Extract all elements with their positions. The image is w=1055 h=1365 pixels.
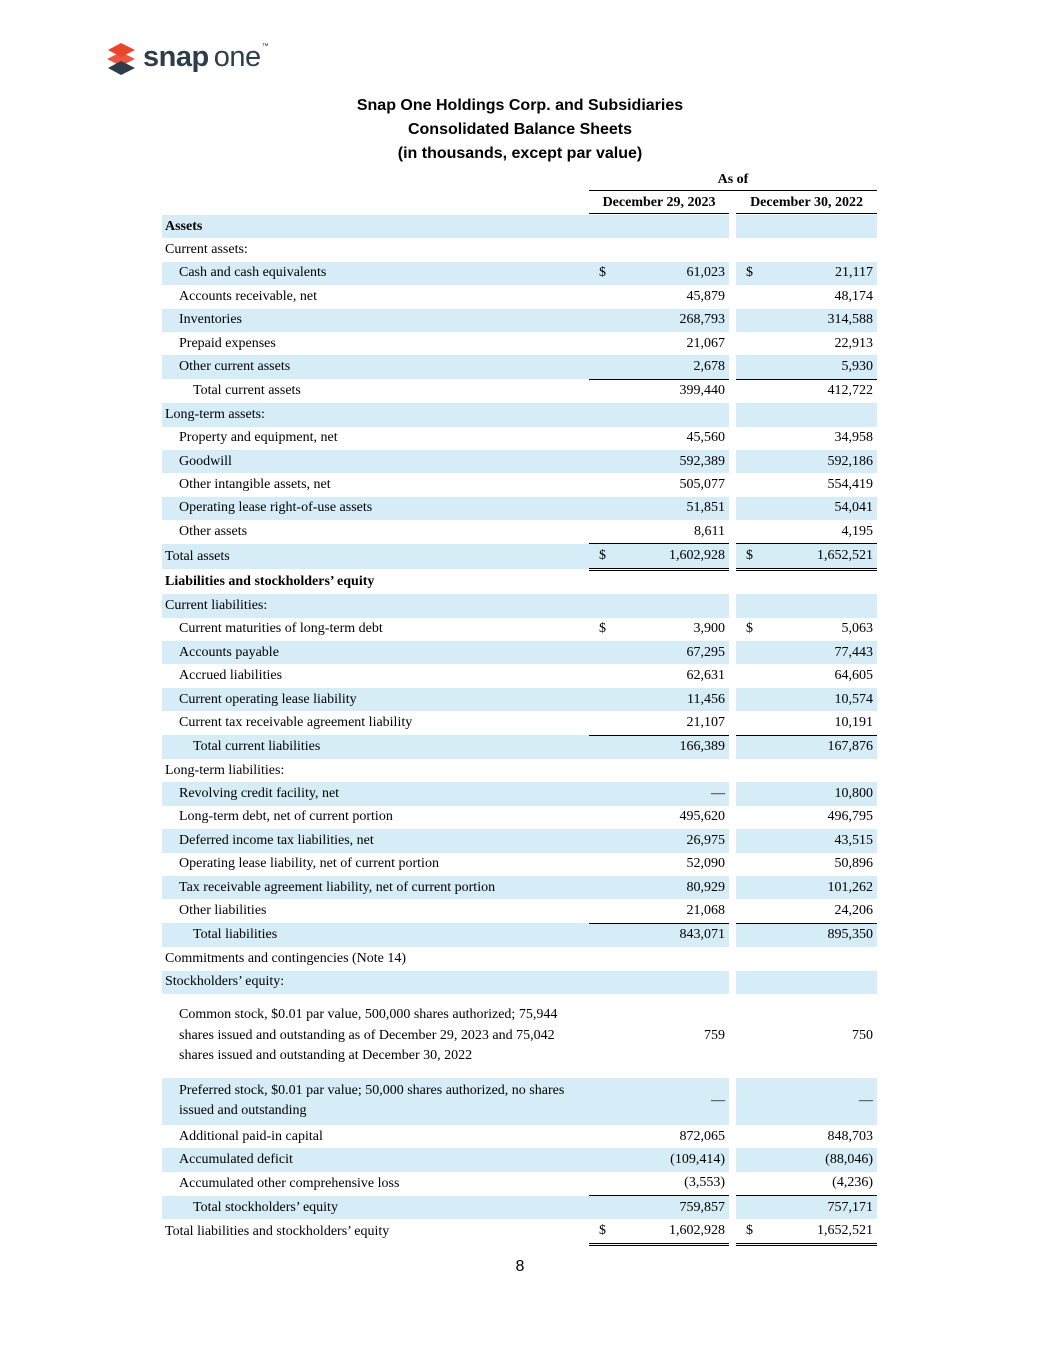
row-label: Property and equipment, net	[179, 430, 338, 446]
value-2023: 495,620	[679, 809, 725, 825]
row-label: Long-term liabilities:	[165, 762, 285, 778]
column-gap	[729, 876, 736, 899]
row-label: Current maturities of long-term debt	[179, 621, 383, 637]
table-row	[162, 641, 877, 664]
row-label: Commitments and contingencies (Note 14)	[165, 950, 407, 966]
table-row	[162, 688, 877, 711]
table-row	[162, 876, 877, 899]
value-2023: 3,900	[693, 621, 725, 637]
currency-symbol-2023	[589, 664, 619, 687]
row-label: Accumulated other comprehensive loss	[179, 1175, 400, 1191]
currency-symbol-2022	[736, 379, 766, 403]
currency-symbol-2022	[736, 876, 766, 899]
currency-symbol-2022	[736, 238, 766, 261]
currency-symbol-2022	[736, 403, 766, 426]
currency-symbol-2023	[589, 853, 619, 876]
table-row	[162, 332, 877, 355]
currency-symbol-2022	[736, 427, 766, 450]
value-2023: 592,389	[619, 450, 729, 473]
row-label: Additional paid-in capital	[179, 1128, 323, 1144]
currency-symbol-2023	[589, 427, 619, 450]
currency-symbol-2022	[736, 594, 766, 617]
currency-symbol-2022	[736, 641, 766, 664]
value-2023: 26,975	[619, 829, 729, 852]
value-2022: 54,041	[766, 497, 877, 520]
currency-symbol-2022	[736, 899, 766, 923]
value-2022: 750	[852, 1027, 873, 1043]
balance-sheet-table	[162, 215, 877, 1246]
currency-symbol-2022	[736, 497, 766, 520]
column-gap	[729, 238, 736, 261]
value-2023: —	[619, 782, 729, 805]
logo-trademark: ™	[261, 42, 269, 50]
value-2023: 268,793	[619, 309, 729, 332]
table-row	[162, 427, 877, 450]
value-2022: 64,605	[834, 668, 873, 684]
row-label: Long-term debt, net of current portion	[179, 809, 393, 825]
table-row	[162, 853, 877, 876]
value-2022: 22,913	[834, 335, 873, 351]
currency-symbol-2022	[736, 285, 766, 308]
currency-symbol-2023	[589, 1196, 619, 1220]
value-2023: 45,879	[686, 288, 725, 304]
value-2023: 61,023	[619, 262, 729, 285]
value-2023	[619, 971, 729, 994]
column-gap	[729, 947, 736, 970]
row-label: Current liabilities:	[162, 594, 589, 617]
currency-symbol-2022: $	[736, 262, 766, 285]
column-gap	[729, 664, 736, 687]
table-row	[162, 994, 877, 1078]
row-label: Operating lease right-of-use assets	[162, 497, 589, 520]
column-gap	[729, 427, 736, 450]
currency-symbol-2023	[589, 497, 619, 520]
value-2022	[766, 759, 877, 782]
value-2023: —	[619, 1078, 729, 1125]
column-header-2023: December 29, 2023	[589, 193, 729, 214]
currency-symbol-2023	[589, 379, 619, 403]
currency-symbol-2023	[589, 735, 619, 759]
row-label: Other intangible assets, net	[179, 476, 331, 492]
currency-symbol-2022	[736, 1148, 766, 1171]
row-label: Preferred stock, $0.01 par value; 50,000 shares authorized, no shares issued and outstanding	[162, 1078, 589, 1125]
table-row	[162, 379, 877, 403]
currency-symbol-2023: $	[589, 1219, 619, 1244]
row-label: Other current assets	[162, 355, 589, 379]
table-row	[162, 1172, 877, 1196]
currency-symbol-2023	[589, 450, 619, 473]
currency-symbol-2023: $	[589, 544, 619, 569]
column-gap	[729, 262, 736, 285]
column-gap	[729, 450, 736, 473]
row-label: Total stockholders’ equity	[162, 1196, 589, 1220]
currency-symbol-2023	[589, 876, 619, 899]
currency-symbol-2023	[589, 711, 619, 735]
value-2022: (88,046)	[766, 1148, 877, 1171]
value-2023: 8,611	[619, 520, 729, 544]
value-2023: 45,560	[686, 430, 725, 446]
value-2023: 1,602,928	[619, 1219, 729, 1244]
row-label: Total assets	[162, 544, 589, 569]
column-gap	[729, 735, 736, 759]
column-gap	[729, 285, 736, 308]
row-label: Prepaid expenses	[179, 335, 276, 351]
currency-symbol-2023	[589, 759, 619, 782]
column-gap	[729, 544, 736, 569]
table-row	[162, 285, 877, 308]
value-2023: 67,295	[619, 641, 729, 664]
table-row	[162, 450, 877, 473]
value-2022: 50,896	[834, 856, 873, 872]
value-2022: 4,195	[766, 520, 877, 544]
currency-symbol-2022	[736, 215, 766, 238]
value-2022	[766, 403, 877, 426]
currency-symbol-2022	[736, 450, 766, 473]
page-number: 8	[515, 1258, 525, 1275]
column-gap	[729, 1125, 736, 1148]
column-gap	[729, 806, 736, 829]
row-label: Stockholders’ equity:	[162, 971, 589, 994]
value-2023	[619, 403, 729, 426]
row-label: Cash and cash equivalents	[162, 262, 589, 285]
currency-symbol-2023: $	[599, 621, 606, 637]
value-2023	[619, 594, 729, 617]
table-row	[162, 238, 877, 261]
column-gap	[729, 923, 736, 947]
currency-symbol-2023	[589, 782, 619, 805]
currency-symbol-2022	[736, 1125, 766, 1148]
value-2022: 848,703	[827, 1128, 873, 1144]
currency-symbol-2023	[589, 238, 619, 261]
value-2022: 895,350	[766, 923, 877, 947]
value-2022: 1,652,521	[766, 544, 877, 569]
column-gap	[729, 1172, 736, 1196]
currency-symbol-2022	[736, 923, 766, 947]
currency-symbol-2022	[736, 806, 766, 829]
table-row	[162, 782, 877, 805]
value-2023: 21,107	[619, 711, 729, 735]
row-label: Inventories	[162, 309, 589, 332]
table-row	[162, 971, 877, 994]
column-gap	[729, 332, 736, 355]
value-2022: 167,876	[766, 735, 877, 759]
currency-symbol-2023	[589, 285, 619, 308]
table-row	[162, 1078, 877, 1125]
row-label: Other assets	[179, 524, 248, 540]
column-gap	[729, 379, 736, 403]
table-row	[162, 947, 877, 970]
column-gap	[729, 759, 736, 782]
table-row	[162, 664, 877, 687]
value-2022: 48,174	[834, 288, 873, 304]
currency-symbol-2023	[589, 403, 619, 426]
currency-symbol-2023	[589, 688, 619, 711]
value-2023	[619, 238, 729, 261]
currency-symbol-2022	[736, 853, 766, 876]
value-2022: 5,063	[841, 621, 873, 637]
row-label: Total liabilities	[162, 923, 589, 947]
currency-symbol-2023	[589, 594, 619, 617]
currency-symbol-2022	[736, 947, 766, 970]
table-row	[162, 1196, 877, 1220]
value-2022: 101,262	[766, 876, 877, 899]
currency-symbol-2023	[589, 309, 619, 332]
value-2022	[766, 215, 877, 238]
column-gap	[729, 497, 736, 520]
value-2022: 1,652,521	[766, 1219, 877, 1244]
value-2022	[766, 971, 877, 994]
table-row	[162, 544, 877, 569]
currency-symbol-2023	[589, 520, 619, 544]
currency-symbol-2023	[589, 1078, 619, 1125]
value-2023	[619, 947, 729, 970]
value-2022: 592,186	[766, 450, 877, 473]
row-label: Accrued liabilities	[179, 668, 283, 684]
value-2022: 21,117	[766, 262, 877, 285]
statement-heading	[0, 94, 1040, 166]
company-name: Snap One Holdings Corp. and Subsidiaries	[356, 97, 684, 114]
column-gap	[729, 473, 736, 496]
row-label: Deferred income tax liabilities, net	[162, 829, 589, 852]
value-2023	[619, 759, 729, 782]
value-2023: 52,090	[686, 856, 725, 872]
value-2022: (4,236)	[766, 1172, 877, 1196]
currency-symbol-2022	[736, 355, 766, 379]
value-2022: 5,930	[766, 355, 877, 379]
statement-title: Consolidated Balance Sheets	[407, 121, 633, 138]
row-label: Common stock, $0.01 par value, 500,000 shares authorized; 75,944 shares issued and outstanding as of December 29, 2023 and 75,042 shares issued and outstanding at December 30, 2022	[179, 1007, 558, 1064]
value-2023	[619, 569, 729, 594]
table-row	[162, 923, 877, 947]
table-row	[162, 899, 877, 923]
row-label: Current assets:	[165, 242, 248, 258]
currency-symbol-2022	[736, 994, 766, 1078]
currency-symbol-2023	[589, 1148, 619, 1171]
column-gap	[729, 688, 736, 711]
value-2022: 554,419	[827, 476, 873, 492]
row-label: Total current liabilities	[162, 735, 589, 759]
currency-symbol-2023	[589, 473, 619, 496]
row-label: Revolving credit facility, net	[162, 782, 589, 805]
currency-symbol-2022	[736, 473, 766, 496]
column-gap	[729, 355, 736, 379]
currency-symbol-2022	[736, 309, 766, 332]
table-row	[162, 473, 877, 496]
currency-symbol-2023	[589, 806, 619, 829]
table-row	[162, 759, 877, 782]
currency-symbol-2023	[589, 1172, 619, 1196]
value-2022: 77,443	[766, 641, 877, 664]
column-header-2022: December 30, 2022	[736, 193, 877, 214]
row-label: Accounts receivable, net	[179, 288, 317, 304]
currency-symbol-2023	[589, 923, 619, 947]
value-2022	[766, 947, 877, 970]
value-2023: 399,440	[679, 383, 725, 399]
currency-symbol-2023	[589, 1125, 619, 1148]
value-2022: 412,722	[827, 383, 873, 399]
row-label: Operating lease liability, net of current portion	[179, 856, 439, 872]
table-row	[162, 1125, 877, 1148]
column-gap	[729, 899, 736, 923]
value-2023: 1,602,928	[619, 544, 729, 569]
value-2023: 62,631	[686, 668, 725, 684]
value-2023	[619, 215, 729, 238]
row-label: Tax receivable agreement liability, net of current portion	[162, 876, 589, 899]
table-row	[162, 569, 877, 594]
table-row	[162, 355, 877, 379]
row-label: Total liabilities and stockholders’ equity	[165, 1223, 390, 1239]
value-2023: 843,071	[619, 923, 729, 947]
currency-symbol-2023	[589, 971, 619, 994]
table-row	[162, 711, 877, 735]
table-row	[162, 497, 877, 520]
row-label: Current tax receivable agreement liability	[179, 715, 413, 731]
table-row	[162, 215, 877, 238]
row-label: Assets	[162, 215, 589, 238]
value-2023: 759,857	[619, 1196, 729, 1220]
currency-symbol-2022	[736, 332, 766, 355]
column-gap	[729, 782, 736, 805]
column-gap	[729, 829, 736, 852]
column-gap	[729, 569, 736, 594]
currency-symbol-2022	[736, 1196, 766, 1220]
value-2022: 43,515	[766, 829, 877, 852]
column-gap	[729, 403, 736, 426]
value-2022: 314,588	[766, 309, 877, 332]
currency-symbol-2022	[736, 520, 766, 544]
value-2022: 24,206	[766, 899, 877, 923]
value-2022: 10,574	[766, 688, 877, 711]
value-2022: 496,795	[827, 809, 873, 825]
currency-symbol-2022	[736, 711, 766, 735]
value-2023: 759	[704, 1027, 725, 1043]
currency-symbol-2022	[736, 569, 766, 594]
currency-symbol-2022	[736, 664, 766, 687]
column-gap	[729, 971, 736, 994]
table-row	[162, 309, 877, 332]
logo-word-one: one	[213, 40, 261, 73]
currency-symbol-2022	[736, 759, 766, 782]
currency-symbol-2022: $	[746, 621, 753, 637]
row-label: Liabilities and stockholders’ equity	[165, 573, 375, 589]
value-2022	[766, 594, 877, 617]
row-label: Total current assets	[193, 383, 301, 399]
currency-symbol-2023	[589, 994, 619, 1078]
column-gap	[729, 1148, 736, 1171]
currency-symbol-2022	[736, 971, 766, 994]
value-2022: 757,171	[766, 1196, 877, 1220]
currency-symbol-2022: $	[736, 1219, 766, 1244]
currency-symbol-2023	[589, 947, 619, 970]
column-gap	[729, 641, 736, 664]
value-2023: 21,068	[619, 899, 729, 923]
row-label: Other liabilities	[179, 903, 267, 919]
table-row	[162, 735, 877, 759]
value-2023: 166,389	[619, 735, 729, 759]
table-row	[162, 1148, 877, 1171]
column-gap	[729, 594, 736, 617]
value-2022: 34,958	[834, 430, 873, 446]
row-label: Long-term assets:	[162, 403, 589, 426]
currency-symbol-2023	[589, 641, 619, 664]
currency-symbol-2022	[736, 1172, 766, 1196]
logo-wordmark	[143, 40, 269, 73]
value-2022	[766, 238, 877, 261]
currency-symbol-2023	[589, 899, 619, 923]
value-2022: —	[766, 1078, 877, 1125]
value-2023: 80,929	[619, 876, 729, 899]
value-2023: 872,065	[679, 1128, 725, 1144]
value-2023: (109,414)	[619, 1148, 729, 1171]
column-gap	[729, 215, 736, 238]
table-row	[162, 403, 877, 426]
currency-symbol-2023	[589, 829, 619, 852]
column-gap	[729, 520, 736, 544]
as-of-header: As of	[589, 170, 877, 191]
table-row	[162, 594, 877, 617]
currency-symbol-2022	[736, 1078, 766, 1125]
value-2023: 2,678	[619, 355, 729, 379]
currency-symbol-2023	[589, 569, 619, 594]
value-2023: 51,851	[619, 497, 729, 520]
logo-word-snap: snap	[143, 40, 209, 73]
column-gap	[729, 711, 736, 735]
column-gap	[729, 618, 736, 641]
currency-symbol-2023	[589, 215, 619, 238]
table-row	[162, 520, 877, 544]
row-label: Goodwill	[162, 450, 589, 473]
table-row	[162, 1219, 877, 1244]
currency-symbol-2023	[589, 332, 619, 355]
currency-symbol-2022: $	[736, 544, 766, 569]
currency-symbol-2022	[736, 735, 766, 759]
column-gap	[729, 994, 736, 1078]
column-gap	[729, 1078, 736, 1125]
value-2022: 10,800	[766, 782, 877, 805]
table-row	[162, 618, 877, 641]
currency-symbol-2022	[736, 688, 766, 711]
value-2023: 21,067	[686, 335, 725, 351]
value-2022	[766, 569, 877, 594]
value-2023: 505,077	[679, 476, 725, 492]
table-row	[162, 262, 877, 285]
statement-units: (in thousands, except par value)	[397, 145, 643, 162]
value-2023: 11,456	[619, 688, 729, 711]
currency-symbol-2022	[736, 829, 766, 852]
row-label: Current operating lease liability	[162, 688, 589, 711]
value-2023: (3,553)	[619, 1172, 729, 1196]
value-2022: 10,191	[766, 711, 877, 735]
currency-symbol-2023	[589, 355, 619, 379]
row-label: Accounts payable	[162, 641, 589, 664]
table-row	[162, 806, 877, 829]
snap-one-logo-icon	[104, 41, 138, 77]
currency-symbol-2023: $	[589, 262, 619, 285]
table-row	[162, 829, 877, 852]
column-gap	[729, 853, 736, 876]
company-logo	[104, 40, 268, 78]
row-label: Accumulated deficit	[162, 1148, 589, 1171]
column-gap	[729, 1219, 736, 1244]
column-gap	[729, 1196, 736, 1220]
column-gap	[729, 309, 736, 332]
currency-symbol-2022	[736, 782, 766, 805]
